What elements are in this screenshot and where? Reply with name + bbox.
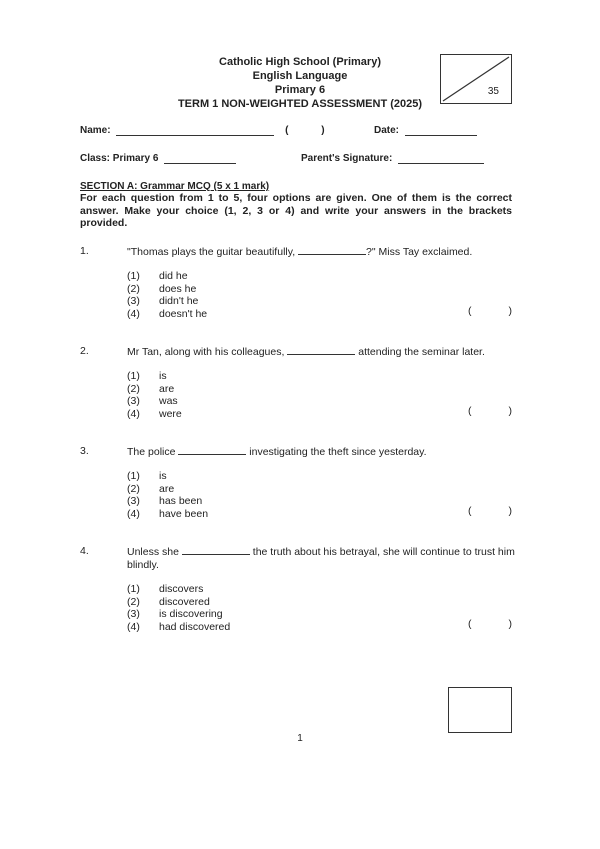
level-title: Primary 6 <box>274 84 326 96</box>
answer-blank[interactable] <box>178 445 246 455</box>
question-text-after: attending the seminar later. <box>355 346 485 358</box>
option-text: has been <box>159 495 203 507</box>
option-text: does he <box>159 282 197 295</box>
option-number: (3) <box>127 295 140 307</box>
option-text: is <box>159 370 167 382</box>
option-list <box>127 583 230 633</box>
option-item <box>127 596 230 609</box>
parent-signature-field <box>301 153 484 164</box>
option-number: (4) <box>127 407 140 420</box>
bracket-open: ( <box>468 405 472 417</box>
question-text-before: The police <box>127 446 179 458</box>
option-text: did he <box>159 270 188 282</box>
option-text: was <box>159 395 178 407</box>
option-number: (4) <box>127 307 140 320</box>
date-field <box>374 125 477 136</box>
class-label: Class: Primary 6 <box>80 153 159 164</box>
option-item <box>127 470 208 483</box>
option-item <box>127 583 230 596</box>
option-item <box>127 370 182 383</box>
class-line[interactable] <box>164 153 236 164</box>
bracket-open: ( <box>468 305 472 317</box>
option-text: doesn't he <box>159 307 208 320</box>
class-field <box>80 153 236 164</box>
option-list <box>127 270 207 320</box>
register-open: ( <box>285 125 289 136</box>
option-text: are <box>159 482 175 495</box>
option-number: (3) <box>127 495 140 507</box>
question-number: 3. <box>80 445 89 457</box>
option-item <box>127 483 208 496</box>
question-number: 1. <box>80 245 89 257</box>
bracket-close: ) <box>508 505 512 517</box>
option-text: discovered <box>159 595 210 608</box>
score-diagonal <box>441 55 511 103</box>
question-number: 4. <box>80 545 89 557</box>
bracket-close: ) <box>508 405 512 417</box>
name-field <box>80 125 325 136</box>
school-name: Catholic High School (Primary) <box>219 56 381 68</box>
option-item <box>127 408 182 421</box>
bracket-close: ) <box>508 305 512 317</box>
option-number: (2) <box>127 595 140 608</box>
option-number: (1) <box>127 270 140 282</box>
parent-signature-line[interactable] <box>398 153 484 164</box>
question-text <box>127 245 517 259</box>
option-text: is <box>159 470 167 482</box>
option-item <box>127 508 208 521</box>
option-text: were <box>159 407 182 420</box>
option-number: (3) <box>127 608 140 620</box>
option-list <box>127 370 182 420</box>
option-number: (3) <box>127 395 140 407</box>
option-item <box>127 383 182 396</box>
bracket-open: ( <box>468 505 472 517</box>
option-item <box>127 283 207 296</box>
date-line[interactable] <box>405 125 477 136</box>
option-number: (2) <box>127 382 140 395</box>
option-number: (4) <box>127 507 140 520</box>
option-list <box>127 470 208 520</box>
option-text: have been <box>159 507 209 520</box>
option-number: (1) <box>127 470 140 482</box>
option-item <box>127 495 208 508</box>
option-number: (2) <box>127 282 140 295</box>
section-title: SECTION A: Grammar MCQ (5 x 1 mark) <box>80 181 270 192</box>
option-number: (1) <box>127 583 140 595</box>
option-item <box>127 270 207 283</box>
subject-title: English Language <box>252 70 348 82</box>
option-item <box>127 308 207 321</box>
option-number: (1) <box>127 370 140 382</box>
page-score-box <box>448 687 512 733</box>
option-text: didn't he <box>159 295 199 307</box>
question-text-after: investigating the theft since yesterday. <box>246 446 427 458</box>
option-item <box>127 395 182 408</box>
question-text <box>127 445 517 459</box>
option-text: is discovering <box>159 608 223 620</box>
score-total: 35 <box>487 86 499 97</box>
option-text: are <box>159 382 175 395</box>
assessment-title: TERM 1 NON-WEIGHTED ASSESSMENT (2025) <box>177 98 423 110</box>
option-item <box>127 295 207 308</box>
option-number: (4) <box>127 620 140 633</box>
answer-blank[interactable] <box>298 245 366 255</box>
bracket-close: ) <box>508 618 512 630</box>
answer-blank[interactable] <box>287 345 355 355</box>
question-text <box>127 345 517 359</box>
question-text <box>127 545 517 571</box>
name-line[interactable] <box>116 125 274 136</box>
question-number: 2. <box>80 345 89 357</box>
section-instructions: For each question from 1 to 5, four options are given. One of them is the correct answer. Make your choice (1, 2, 3 or 4) and write your answers in the brackets provided. <box>80 192 512 229</box>
parent-signature-label: Parent's Signature: <box>301 153 393 164</box>
answer-bracket[interactable] <box>468 405 512 417</box>
question-text-after: ?" Miss Tay exclaimed. <box>366 246 473 258</box>
register-close: ) <box>321 125 325 136</box>
question-text-after: the truth about his betrayal, she will continue to trust him blindly. <box>127 546 515 571</box>
answer-bracket[interactable] <box>468 305 512 317</box>
question-text-before: Mr Tan, along with his colleagues, <box>127 346 288 358</box>
answer-blank[interactable] <box>182 545 250 555</box>
score-box <box>440 54 512 104</box>
option-item <box>127 621 230 634</box>
page-number: 1 <box>297 733 303 744</box>
question-text-before: Unless she <box>127 546 182 558</box>
option-text: discovers <box>159 583 204 595</box>
option-text: had discovered <box>159 620 231 633</box>
answer-bracket[interactable] <box>468 505 512 517</box>
option-item <box>127 608 230 621</box>
option-number: (2) <box>127 482 140 495</box>
answer-bracket[interactable] <box>468 618 512 630</box>
question-text-before: "Thomas plays the guitar beautifully, <box>127 246 299 258</box>
bracket-open: ( <box>468 618 472 630</box>
date-label: Date: <box>374 125 400 136</box>
name-label: Name: <box>80 125 111 136</box>
